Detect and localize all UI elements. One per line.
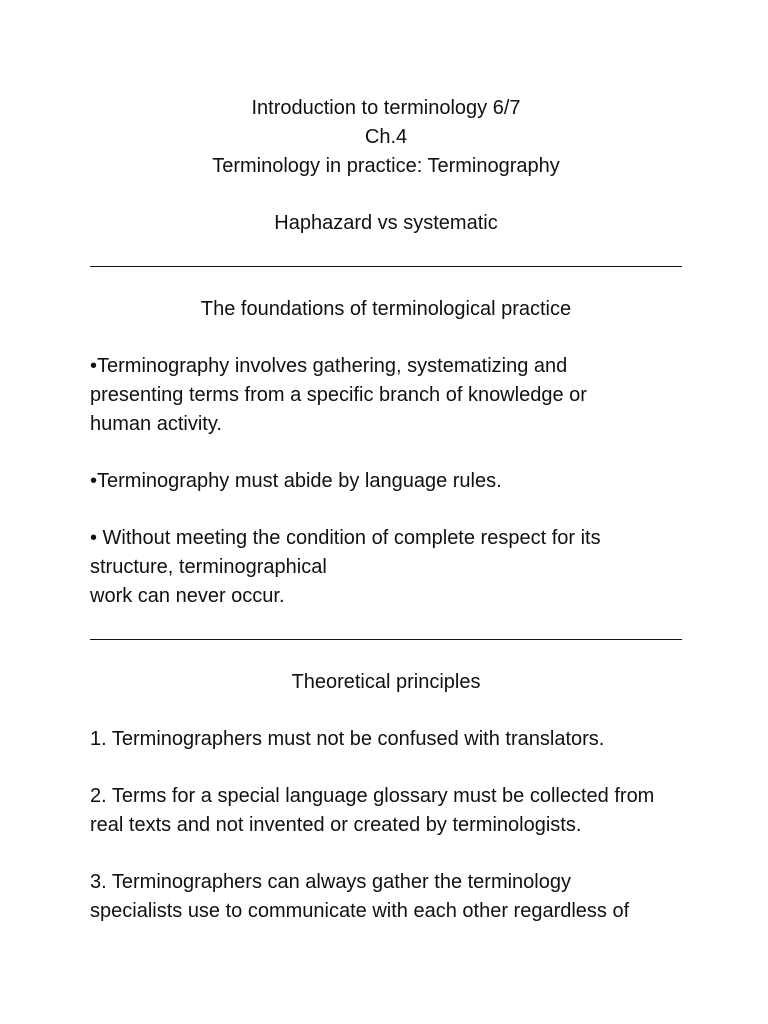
paragraph-line: 2. Terms for a special language glossary must be collected from — [90, 785, 655, 807]
document-header — [90, 94, 682, 181]
section-title-foundations: The foundations of terminological practice — [200, 298, 572, 320]
paragraph-line: real texts and not invented or created by terminologists. — [90, 814, 582, 836]
document-page — [90, 94, 682, 926]
bullet-paragraph — [90, 467, 682, 496]
numbered-item — [90, 868, 682, 926]
paragraph-line: 3. Terminographers can always gather the terminology — [90, 871, 571, 893]
section-title-principles: Theoretical principles — [291, 671, 481, 693]
header-topic-line: Terminology in practice: Terminography — [212, 155, 560, 177]
paragraph-line: work can never occur. — [90, 585, 285, 607]
paragraph-line: • Without meeting the condition of complete respect for its — [90, 527, 601, 549]
numbered-item — [90, 782, 682, 840]
paragraph-line: •Terminography involves gathering, systematizing and — [90, 355, 568, 377]
paragraph-line: presenting terms from a specific branch of knowledge or — [90, 384, 587, 406]
bullet-paragraph — [90, 524, 682, 611]
paragraph-line: 1. Terminographers must not be confused with translators. — [90, 728, 605, 750]
numbered-item — [90, 725, 682, 754]
bullet-paragraph — [90, 352, 682, 439]
paragraph-line: •Terminography must abide by language rules. — [90, 470, 502, 492]
paragraph-line: structure, terminographical — [90, 556, 327, 578]
header-chapter-line: Ch.4 — [364, 126, 408, 148]
header-title-line: Introduction to terminology 6/7 — [251, 97, 521, 119]
header-subtitle: Haphazard vs systematic — [274, 212, 498, 234]
paragraph-line: specialists use to communicate with each other regardless of — [90, 900, 630, 922]
paragraph-line: human activity. — [90, 413, 222, 435]
